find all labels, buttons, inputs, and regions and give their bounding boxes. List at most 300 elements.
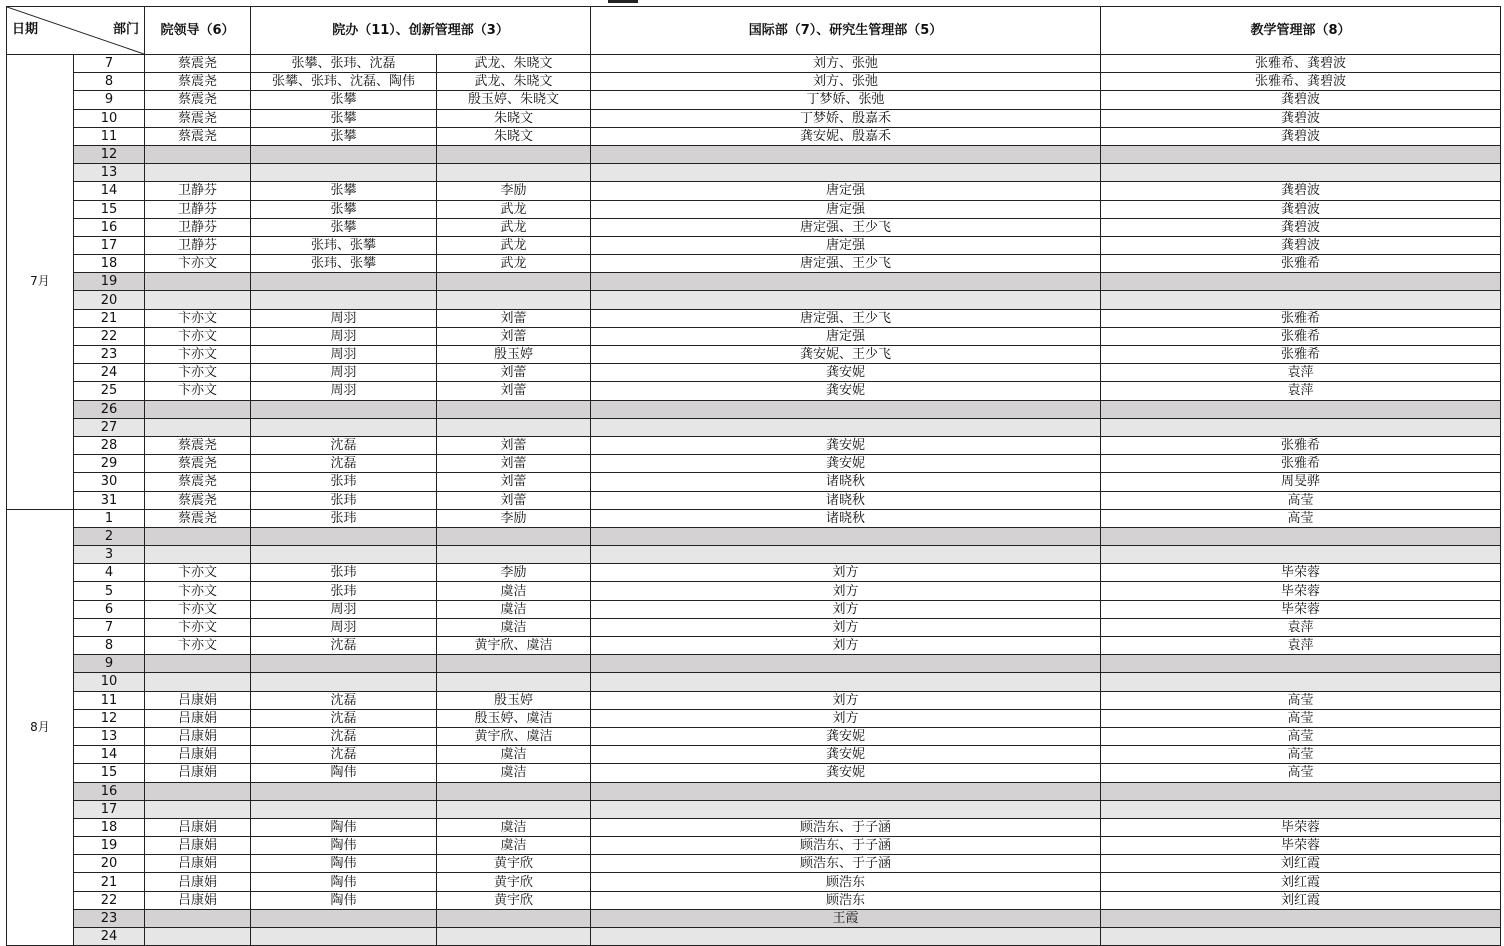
leader-cell: 卞亦文 (145, 582, 251, 600)
month-cell: 7月 (7, 55, 74, 510)
table-row (7, 837, 1501, 855)
header-row (7, 7, 1501, 55)
intl-cell: 龚安妮 (591, 764, 1101, 782)
teaching-cell: 毕荣蓉 (1101, 818, 1501, 836)
day-cell: 20 (74, 291, 145, 309)
teaching-cell: 高莹 (1101, 709, 1501, 727)
teaching-cell: 张雅希 (1101, 436, 1501, 454)
date-label: 日期 (12, 22, 39, 37)
innovation-cell: 武龙、朱晓文 (437, 73, 591, 91)
intl-cell: 顾浩东 (591, 873, 1101, 891)
innovation-cell: 武龙 (437, 255, 591, 273)
office-cell (251, 164, 437, 182)
office-cell (251, 400, 437, 418)
office-cell: 张玮、张攀 (251, 236, 437, 254)
intl-cell (591, 145, 1101, 163)
teaching-cell (1101, 673, 1501, 691)
intl-cell: 顾浩东 (591, 891, 1101, 909)
day-cell: 22 (74, 891, 145, 909)
office-cell: 周羽 (251, 327, 437, 345)
innovation-cell: 刘蕾 (437, 327, 591, 345)
day-cell: 17 (74, 236, 145, 254)
table-row (7, 673, 1501, 691)
teaching-cell: 龚碧波 (1101, 182, 1501, 200)
teaching-cell: 高莹 (1101, 727, 1501, 745)
intl-cell: 刘方、张弛 (591, 55, 1101, 73)
leader-cell (145, 546, 251, 564)
office-cell: 张玮 (251, 582, 437, 600)
month-cell: 8月 (7, 509, 74, 946)
day-cell: 30 (74, 473, 145, 491)
office-cell: 陶伟 (251, 818, 437, 836)
innovation-cell: 李励 (437, 182, 591, 200)
leader-cell: 蔡震尧 (145, 509, 251, 527)
leader-cell: 卫静芬 (145, 182, 251, 200)
leader-cell: 蔡震尧 (145, 127, 251, 145)
intl-cell: 刘方 (591, 582, 1101, 600)
teaching-cell (1101, 782, 1501, 800)
teaching-cell: 张雅希、龚碧波 (1101, 55, 1501, 73)
teaching-cell: 刘红霞 (1101, 891, 1501, 909)
innovation-cell: 黄宇欣 (437, 873, 591, 891)
table-row (7, 382, 1501, 400)
innovation-cell: 黄宇欣 (437, 855, 591, 873)
office-cell: 张玮 (251, 491, 437, 509)
day-cell: 25 (74, 382, 145, 400)
day-cell: 10 (74, 109, 145, 127)
teaching-cell: 刘红霞 (1101, 855, 1501, 873)
col-header-office: 院办（11）、创新管理部（3） (251, 7, 591, 55)
office-cell: 张攀、张玮、沈磊、陶伟 (251, 73, 437, 91)
teaching-cell: 张雅希 (1101, 327, 1501, 345)
day-cell: 21 (74, 309, 145, 327)
leader-cell: 卞亦文 (145, 564, 251, 582)
leader-cell: 卫静芬 (145, 236, 251, 254)
table-row (7, 855, 1501, 873)
teaching-cell: 张雅希 (1101, 455, 1501, 473)
intl-cell: 唐定强 (591, 182, 1101, 200)
innovation-cell: 虞洁 (437, 600, 591, 618)
teaching-cell (1101, 164, 1501, 182)
leader-cell (145, 782, 251, 800)
leader-cell: 卞亦文 (145, 309, 251, 327)
leader-cell: 卞亦文 (145, 364, 251, 382)
table-row (7, 182, 1501, 200)
teaching-cell: 龚碧波 (1101, 127, 1501, 145)
teaching-cell: 高莹 (1101, 746, 1501, 764)
day-cell: 18 (74, 818, 145, 836)
intl-cell (591, 273, 1101, 291)
day-cell: 8 (74, 73, 145, 91)
innovation-cell: 朱晓文 (437, 127, 591, 145)
innovation-cell: 殷玉婷、朱晓文 (437, 91, 591, 109)
teaching-cell (1101, 273, 1501, 291)
leader-cell (145, 418, 251, 436)
innovation-cell: 武龙 (437, 200, 591, 218)
intl-cell (591, 655, 1101, 673)
intl-cell: 刘方 (591, 691, 1101, 709)
intl-cell: 刘方 (591, 709, 1101, 727)
innovation-cell: 朱晓文 (437, 109, 591, 127)
innovation-cell: 虞洁 (437, 818, 591, 836)
day-cell: 11 (74, 127, 145, 145)
intl-cell: 唐定强 (591, 236, 1101, 254)
leader-cell: 吕康娟 (145, 746, 251, 764)
intl-cell: 龚安妮 (591, 364, 1101, 382)
table-row (7, 327, 1501, 345)
table-row (7, 455, 1501, 473)
day-cell: 26 (74, 400, 145, 418)
table-row (7, 273, 1501, 291)
day-cell: 13 (74, 164, 145, 182)
innovation-cell (437, 145, 591, 163)
intl-cell: 龚安妮 (591, 382, 1101, 400)
day-cell: 13 (74, 727, 145, 745)
teaching-cell: 毕荣蓉 (1101, 564, 1501, 582)
leader-cell (145, 673, 251, 691)
table-row (7, 873, 1501, 891)
innovation-cell: 殷玉婷 (437, 346, 591, 364)
intl-cell: 刘方 (591, 600, 1101, 618)
dept-label: 部门 (112, 22, 139, 37)
office-cell: 沈磊 (251, 436, 437, 454)
office-cell: 张玮、张攀 (251, 255, 437, 273)
innovation-cell (437, 273, 591, 291)
innovation-cell (437, 291, 591, 309)
office-cell: 周羽 (251, 346, 437, 364)
teaching-cell: 龚碧波 (1101, 218, 1501, 236)
day-cell: 16 (74, 218, 145, 236)
table-row (7, 727, 1501, 745)
table-row (7, 909, 1501, 927)
office-cell (251, 527, 437, 545)
table-row (7, 291, 1501, 309)
leader-cell (145, 527, 251, 545)
innovation-cell (437, 164, 591, 182)
office-cell (251, 418, 437, 436)
leader-cell (145, 928, 251, 946)
innovation-cell (437, 800, 591, 818)
leader-cell: 吕康娟 (145, 709, 251, 727)
leader-cell: 卞亦文 (145, 255, 251, 273)
innovation-cell (437, 655, 591, 673)
teaching-cell (1101, 145, 1501, 163)
innovation-cell: 黄宇欣、虞洁 (437, 727, 591, 745)
intl-cell: 龚安妮 (591, 436, 1101, 454)
innovation-cell (437, 928, 591, 946)
col-header-leaders: 院领导（6） (145, 7, 251, 55)
intl-cell: 诸晓秋 (591, 473, 1101, 491)
leader-cell: 卞亦文 (145, 327, 251, 345)
leader-cell: 蔡震尧 (145, 55, 251, 73)
date-dept-corner-cell (7, 7, 145, 55)
office-cell: 周羽 (251, 364, 437, 382)
intl-cell: 顾浩东、于子涵 (591, 818, 1101, 836)
table-row (7, 400, 1501, 418)
innovation-cell: 虞洁 (437, 582, 591, 600)
intl-cell (591, 800, 1101, 818)
leader-cell: 吕康娟 (145, 873, 251, 891)
office-cell: 陶伟 (251, 873, 437, 891)
office-cell (251, 928, 437, 946)
leader-cell: 蔡震尧 (145, 455, 251, 473)
table-row (7, 637, 1501, 655)
table-row (7, 764, 1501, 782)
teaching-cell (1101, 655, 1501, 673)
intl-cell: 龚安妮 (591, 455, 1101, 473)
leader-cell: 卞亦文 (145, 618, 251, 636)
innovation-cell: 殷玉婷、虞洁 (437, 709, 591, 727)
table-row (7, 891, 1501, 909)
office-cell: 沈磊 (251, 691, 437, 709)
intl-cell: 王霞 (591, 909, 1101, 927)
innovation-cell: 黄宇欣 (437, 891, 591, 909)
teaching-cell: 龚碧波 (1101, 200, 1501, 218)
office-cell: 沈磊 (251, 455, 437, 473)
office-cell: 张攀、张玮、沈磊 (251, 55, 437, 73)
leader-cell: 吕康娟 (145, 855, 251, 873)
leader-cell: 卞亦文 (145, 637, 251, 655)
teaching-cell: 高莹 (1101, 691, 1501, 709)
office-cell: 周羽 (251, 618, 437, 636)
intl-cell: 刘方、张弛 (591, 73, 1101, 91)
teaching-cell: 张雅希 (1101, 346, 1501, 364)
teaching-cell: 刘红霞 (1101, 873, 1501, 891)
office-cell: 张玮 (251, 509, 437, 527)
leader-cell: 吕康娟 (145, 891, 251, 909)
office-cell: 张攀 (251, 109, 437, 127)
day-cell: 24 (74, 928, 145, 946)
innovation-cell: 武龙、朱晓文 (437, 55, 591, 73)
innovation-cell: 黄宇欣、虞洁 (437, 637, 591, 655)
teaching-cell: 龚碧波 (1101, 109, 1501, 127)
table-row (7, 145, 1501, 163)
intl-cell (591, 928, 1101, 946)
day-cell: 1 (74, 509, 145, 527)
teaching-cell: 袁萍 (1101, 364, 1501, 382)
office-cell: 张攀 (251, 200, 437, 218)
innovation-cell: 虞洁 (437, 746, 591, 764)
table-row (7, 746, 1501, 764)
day-cell: 23 (74, 909, 145, 927)
leader-cell: 卞亦文 (145, 600, 251, 618)
teaching-cell (1101, 928, 1501, 946)
day-cell: 31 (74, 491, 145, 509)
table-row (7, 655, 1501, 673)
office-cell (251, 546, 437, 564)
table-row (7, 255, 1501, 273)
table-row (7, 618, 1501, 636)
innovation-cell (437, 527, 591, 545)
leader-cell: 卫静芬 (145, 200, 251, 218)
leader-cell: 蔡震尧 (145, 473, 251, 491)
leader-cell: 卞亦文 (145, 346, 251, 364)
innovation-cell: 刘蕾 (437, 364, 591, 382)
innovation-cell: 李励 (437, 564, 591, 582)
day-cell: 6 (74, 600, 145, 618)
office-cell (251, 145, 437, 163)
innovation-cell (437, 782, 591, 800)
leader-cell (145, 800, 251, 818)
table-row (7, 236, 1501, 254)
teaching-cell: 毕荣蓉 (1101, 837, 1501, 855)
day-cell: 10 (74, 673, 145, 691)
intl-cell: 刘方 (591, 564, 1101, 582)
table-row (7, 127, 1501, 145)
day-cell: 16 (74, 782, 145, 800)
innovation-cell (437, 418, 591, 436)
table-row (7, 473, 1501, 491)
day-cell: 7 (74, 55, 145, 73)
innovation-cell (437, 673, 591, 691)
day-cell: 14 (74, 182, 145, 200)
intl-cell: 丁梦娇、张弛 (591, 91, 1101, 109)
table-row (7, 364, 1501, 382)
day-cell: 27 (74, 418, 145, 436)
intl-cell (591, 164, 1101, 182)
teaching-cell (1101, 418, 1501, 436)
sheet-tab-marker (608, 0, 638, 3)
intl-cell: 唐定强、王少飞 (591, 309, 1101, 327)
teaching-cell: 张雅希 (1101, 255, 1501, 273)
intl-cell: 龚安妮、殷嘉禾 (591, 127, 1101, 145)
innovation-cell (437, 400, 591, 418)
innovation-cell: 武龙 (437, 218, 591, 236)
day-cell: 12 (74, 709, 145, 727)
table-row (7, 91, 1501, 109)
intl-cell (591, 291, 1101, 309)
teaching-cell: 毕荣蓉 (1101, 600, 1501, 618)
day-cell: 4 (74, 564, 145, 582)
leader-cell (145, 909, 251, 927)
table-row (7, 55, 1501, 73)
teaching-cell: 龚碧波 (1101, 236, 1501, 254)
day-cell: 17 (74, 800, 145, 818)
leader-cell (145, 145, 251, 163)
table-row (7, 418, 1501, 436)
leader-cell: 吕康娟 (145, 764, 251, 782)
leader-cell: 吕康娟 (145, 727, 251, 745)
office-cell: 周羽 (251, 309, 437, 327)
table-row (7, 309, 1501, 327)
table-row (7, 109, 1501, 127)
office-cell: 张攀 (251, 218, 437, 236)
leader-cell (145, 273, 251, 291)
table-row (7, 164, 1501, 182)
table-row (7, 782, 1501, 800)
office-cell: 沈磊 (251, 637, 437, 655)
innovation-cell (437, 546, 591, 564)
intl-cell: 唐定强、王少飞 (591, 255, 1101, 273)
office-cell: 陶伟 (251, 764, 437, 782)
day-cell: 20 (74, 855, 145, 873)
office-cell (251, 909, 437, 927)
intl-cell: 龚安妮、王少飞 (591, 346, 1101, 364)
office-cell: 张攀 (251, 127, 437, 145)
day-cell: 14 (74, 746, 145, 764)
teaching-cell: 袁萍 (1101, 382, 1501, 400)
intl-cell: 顾浩东、于子涵 (591, 855, 1101, 873)
table-row (7, 709, 1501, 727)
leader-cell: 卞亦文 (145, 382, 251, 400)
teaching-cell (1101, 400, 1501, 418)
teaching-cell: 袁萍 (1101, 637, 1501, 655)
office-cell: 张攀 (251, 182, 437, 200)
office-cell: 张玮 (251, 564, 437, 582)
leader-cell (145, 655, 251, 673)
office-cell: 张攀 (251, 91, 437, 109)
leader-cell: 蔡震尧 (145, 109, 251, 127)
innovation-cell (437, 909, 591, 927)
office-cell (251, 273, 437, 291)
teaching-cell: 张雅希、龚碧波 (1101, 73, 1501, 91)
leader-cell: 吕康娟 (145, 818, 251, 836)
intl-cell (591, 546, 1101, 564)
table-row (7, 527, 1501, 545)
intl-cell: 诸晓秋 (591, 491, 1101, 509)
teaching-cell: 高莹 (1101, 509, 1501, 527)
table-row (7, 928, 1501, 946)
leader-cell: 吕康娟 (145, 691, 251, 709)
teaching-cell: 高莹 (1101, 764, 1501, 782)
office-cell (251, 655, 437, 673)
teaching-cell: 周旻骅 (1101, 473, 1501, 491)
innovation-cell: 刘蕾 (437, 473, 591, 491)
office-cell: 陶伟 (251, 855, 437, 873)
table-row (7, 436, 1501, 454)
intl-cell: 龚安妮 (591, 746, 1101, 764)
innovation-cell: 刘蕾 (437, 309, 591, 327)
roster-body (7, 55, 1501, 946)
intl-cell (591, 673, 1101, 691)
table-row (7, 509, 1501, 527)
day-cell: 9 (74, 91, 145, 109)
table-row (7, 691, 1501, 709)
leader-cell (145, 400, 251, 418)
table-row (7, 218, 1501, 236)
innovation-cell: 刘蕾 (437, 382, 591, 400)
office-cell: 沈磊 (251, 746, 437, 764)
innovation-cell: 殷玉婷 (437, 691, 591, 709)
day-cell: 24 (74, 364, 145, 382)
day-cell: 21 (74, 873, 145, 891)
intl-cell: 刘方 (591, 637, 1101, 655)
table-row (7, 491, 1501, 509)
intl-cell: 唐定强、王少飞 (591, 218, 1101, 236)
teaching-cell (1101, 546, 1501, 564)
day-cell: 22 (74, 327, 145, 345)
intl-cell (591, 400, 1101, 418)
table-row (7, 564, 1501, 582)
office-cell (251, 782, 437, 800)
innovation-cell: 虞洁 (437, 764, 591, 782)
teaching-cell: 龚碧波 (1101, 91, 1501, 109)
innovation-cell: 李励 (437, 509, 591, 527)
day-cell: 28 (74, 436, 145, 454)
table-row (7, 582, 1501, 600)
day-cell: 15 (74, 764, 145, 782)
table-row (7, 600, 1501, 618)
day-cell: 9 (74, 655, 145, 673)
office-cell: 陶伟 (251, 837, 437, 855)
office-cell: 沈磊 (251, 727, 437, 745)
innovation-cell: 虞洁 (437, 837, 591, 855)
day-cell: 5 (74, 582, 145, 600)
day-cell: 19 (74, 837, 145, 855)
table-row (7, 73, 1501, 91)
office-cell: 张玮 (251, 473, 437, 491)
leader-cell: 蔡震尧 (145, 73, 251, 91)
